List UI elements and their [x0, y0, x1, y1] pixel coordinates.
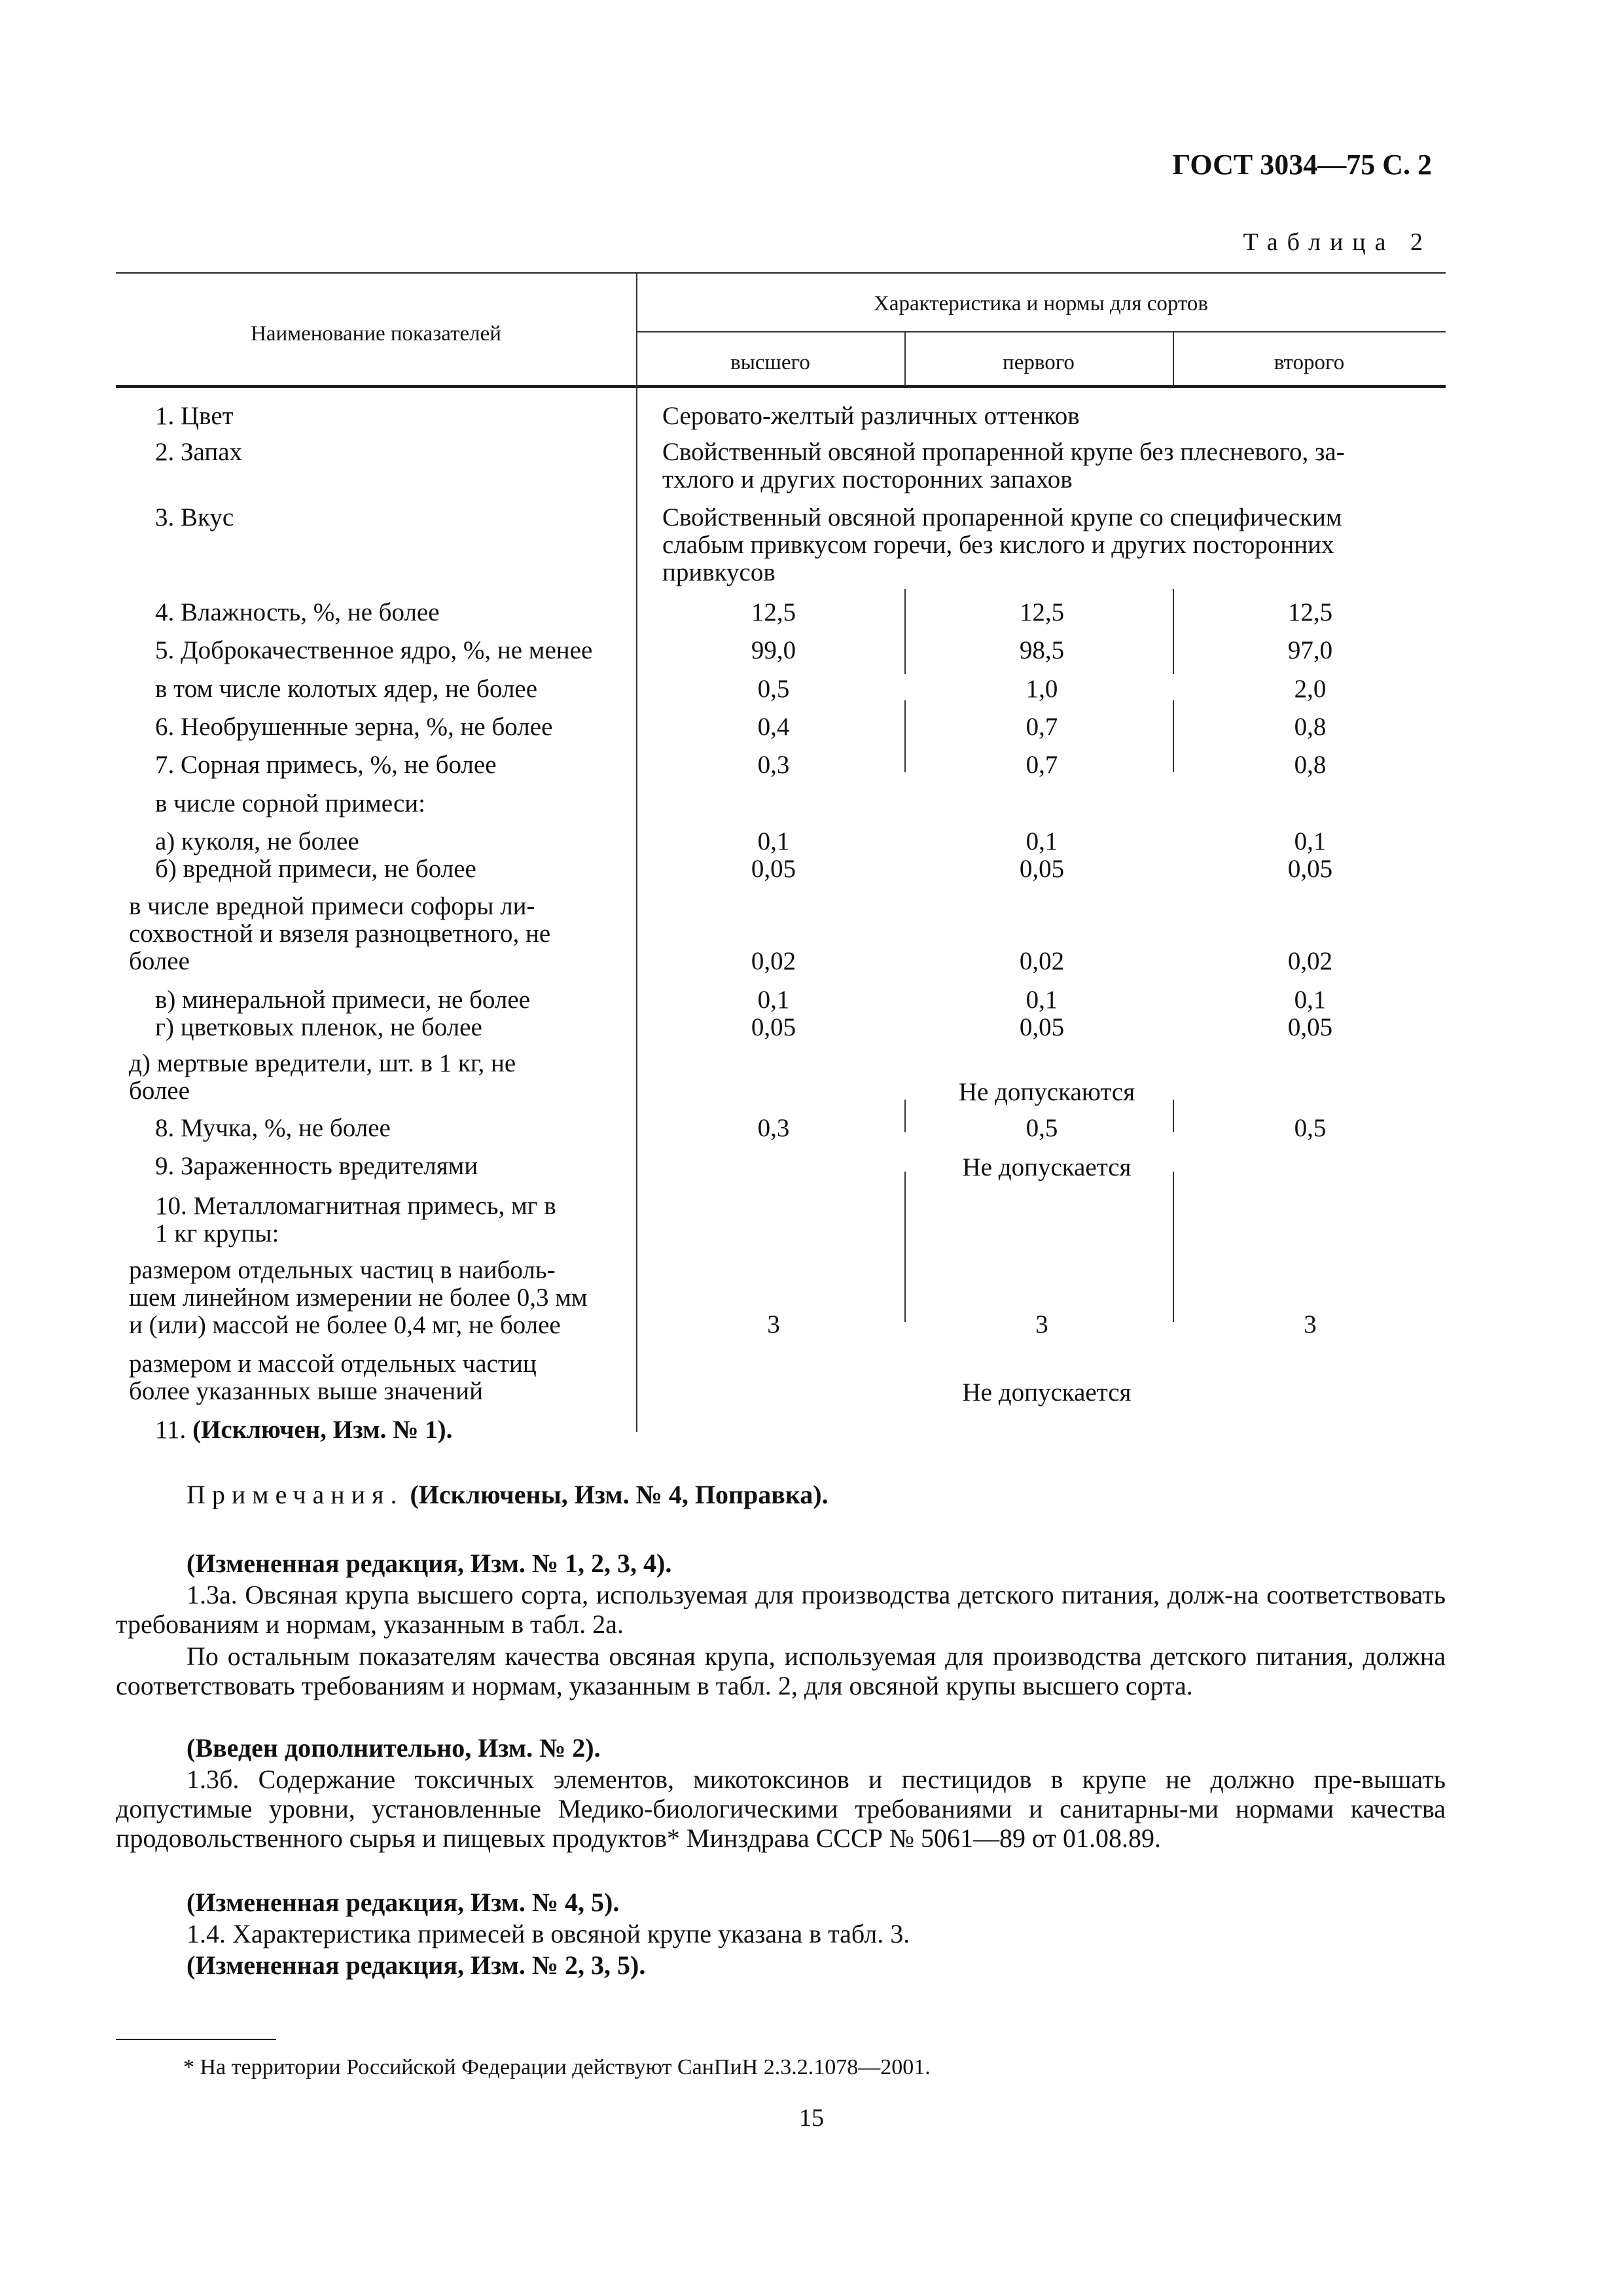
value-cell: 0,1 0,05: [751, 827, 796, 883]
row-name: 1. Цвет: [155, 402, 234, 430]
value-cell: 2,0: [1294, 675, 1327, 703]
paragraph-edit-note: (Измененная редакция, Изм. № 2, 3, 5).: [187, 1950, 646, 1980]
row-name: 2. Запах: [155, 438, 243, 466]
paragraph-other-indicators: По остальным показателям качества овсяная крупа, используемая для производства детского питания, должна соответствовать требованиям и нормам, указанным в табл. 2, для овсяной крупы высшего сорта.: [116, 1641, 1446, 1700]
row-name: 6. Необрушенные зерна, %, не более: [155, 713, 553, 741]
table-header-rule: [116, 385, 1446, 388]
row-name: д) мертвые вредители, шт. в 1 кг, не более: [129, 1049, 516, 1105]
col-header-sort-1: высшего: [730, 351, 810, 374]
value-cell: 3: [1035, 1310, 1048, 1338]
paragraph-1-3a: 1.3а. Овсяная крупа высшего сорта, используемая для производства детского питания, долж-на соответствовать требованиям и нормам, указанным в табл. 2а.: [116, 1580, 1446, 1639]
value-cell: 0,3: [757, 751, 790, 779]
col-header-sort-2: первого: [1003, 351, 1075, 374]
notes-text: (Исключены, Изм. № 4, Поправка).: [410, 1480, 829, 1509]
row-span-value: Свойственный овсяной пропаренной крупе со специфическим слабым привкусом горечи, без кислого и других посторонних привкусов: [662, 503, 1342, 586]
row-span-value: Свойственный овсяной пропаренной крупе без плесневого, за- тхлого и других посторонних запахов: [662, 438, 1345, 493]
row-name: размером и массой отдельных частиц более указанных выше значений: [129, 1350, 537, 1405]
row-name-excluded: (Исключен, Изм. № 1).: [192, 1416, 453, 1444]
table-col-divider-main: [636, 272, 637, 1432]
value-cell: 0,3: [757, 1114, 790, 1142]
value-cell: 0,02: [1287, 947, 1333, 975]
footnote: * На территории Российской Федерации действуют СанПиН 2.3.2.1078—2001.: [183, 2055, 931, 2079]
row-name-number: 11.: [155, 1416, 193, 1444]
row-span-value: Серовато-желтый различных оттенков: [662, 402, 1080, 430]
row-name: 9. Зараженность вредителями: [155, 1152, 478, 1180]
value-cell: 0,5: [1026, 1114, 1058, 1142]
value-cell: 12,5: [751, 598, 796, 626]
value-cell: 0,5: [1294, 1114, 1327, 1142]
value-cell: 3: [767, 1310, 780, 1338]
value-cell: 0,1 0,05: [1287, 827, 1333, 883]
row-name: в) минеральной примеси, не более г) цветковых пленок, не более: [155, 986, 531, 1041]
col-divider-seg: [904, 1172, 906, 1322]
value-cell: 12,5: [1287, 598, 1333, 626]
table-notes: [187, 1479, 829, 1510]
row-span-value: Не допускается: [962, 1378, 1132, 1407]
col-divider-seg: [1173, 700, 1174, 772]
row-name: в том числе колотых ядер, не более: [155, 675, 538, 703]
value-cell: 0,1 0,05: [751, 986, 796, 1041]
paragraph-1-4: 1.4. Характеристика примесей в овсяной крупе указана в табл. 3.: [187, 1919, 910, 1948]
value-cell: 1,0: [1026, 675, 1058, 703]
value-cell: 0,8: [1294, 713, 1327, 741]
value-cell: 0,5: [757, 675, 790, 703]
paragraph-1-3b: 1.3б. Содержание токсичных элементов, микотоксинов и пестицидов в крупе не должно пре-вышать допустимые уровни, установленные Медико-биологическими требованиями и санитарны-ми нормами качества продовольственного сырья и пищевых продуктов* Минздрава СССР № 5061—89 от 01.08.89.: [116, 1765, 1446, 1853]
col-header-group: Характеристика и нормы для сортов: [874, 292, 1208, 315]
paragraph-edit-note: (Измененная редакция, Изм. № 1, 2, 3, 4).: [187, 1549, 672, 1578]
value-cell: 0,1 0,05: [1019, 827, 1065, 883]
value-cell: 0,02: [751, 947, 796, 975]
value-cell: 0,8: [1294, 751, 1327, 779]
value-cell: 12,5: [1019, 598, 1065, 626]
footnote-rule: [116, 2039, 276, 2040]
table-label: Таблица 2: [1243, 228, 1432, 256]
table-top-rule: [116, 272, 1446, 274]
row-name: 8. Мучка, %, не более: [155, 1114, 391, 1142]
col-header-sort-3: второго: [1274, 351, 1345, 374]
row-name: в числе вредной примеси софоры ли- сохвостной и вязеля разноцветного, не более: [129, 892, 551, 975]
col-divider-seg: [1173, 589, 1174, 674]
row-name: 5. Доброкачественное ядро, %, не менее: [155, 636, 593, 664]
value-cell: 0,7: [1026, 713, 1058, 741]
row-span-value: Не допускается: [962, 1153, 1132, 1181]
value-cell: 0,1 0,05: [1287, 986, 1333, 1041]
value-cell: 98,5: [1019, 636, 1065, 664]
notes-label: Примечания.: [187, 1480, 404, 1509]
page-number: 15: [799, 2104, 824, 2132]
group-header-rule: [636, 331, 1446, 332]
row-name: а) куколя, не более б) вредной примеси, не более: [155, 827, 476, 883]
col-header-name: Наименование показателей: [251, 322, 501, 346]
value-cell: 0,4: [757, 713, 790, 741]
value-cell: 0,1 0,05: [1019, 986, 1065, 1041]
row-name: 7. Сорная примесь, %, не более: [155, 751, 497, 779]
row-name: 10. Металломагнитная примесь, мг в 1 кг крупы:: [155, 1192, 556, 1247]
document-reference: ГОСТ 3034—75 С. 2: [1172, 149, 1432, 181]
value-cell: 99,0: [751, 636, 796, 664]
row-span-value: Не допускаются: [958, 1078, 1135, 1106]
row-name: [155, 1416, 452, 1444]
col-divider-seg: [904, 589, 906, 674]
row-name: размером отдельных частиц в наиболь- шем линейном измерении не более 0,3 мм и (или) массой не более 0,4 мг, не более: [129, 1256, 588, 1339]
value-cell: 0,7: [1026, 751, 1058, 779]
row-name: 4. Влажность, %, не более: [155, 598, 440, 626]
paragraph-edit-note: (Измененная редакция, Изм. № 4, 5).: [187, 1888, 620, 1917]
value-cell: 97,0: [1287, 636, 1333, 664]
value-cell: 3: [1304, 1310, 1317, 1338]
col-divider-seg: [1173, 1172, 1174, 1322]
row-name: 3. Вкус: [155, 503, 234, 531]
row-name: в числе сорной примеси:: [155, 789, 426, 817]
paragraph-edit-note: (Введен дополнительно, Изм. № 2).: [187, 1733, 601, 1763]
value-cell: 0,02: [1019, 947, 1065, 975]
col-divider-seg: [904, 700, 906, 772]
